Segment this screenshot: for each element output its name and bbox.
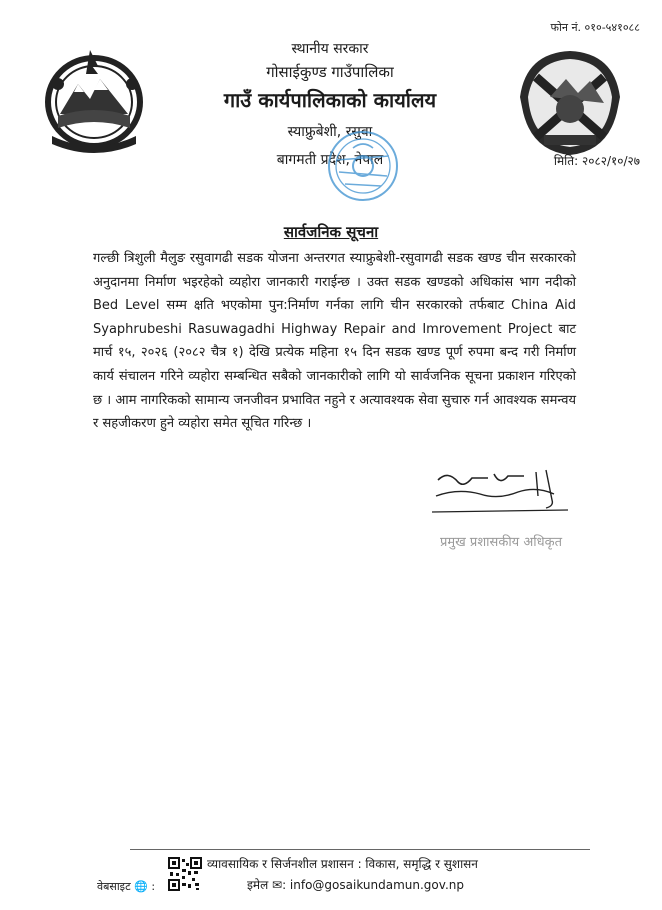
notice-body: गल्छी त्रिशुली मैलुङ रसुवागढी सडक योजना अन्तरगत स्याफ्रुबेशी-रसुवागढी सडक खण्ड चीन सरकारको अनुदानमा निर्माण भइरहेको व्यहोरा जानकारी गराईन्छ । उक्त सडक खण्डको अधिकांस भाग नदीको Bed Level सम्म क्षति भएकोमा पुन:निर्माण गर्नका लागि चीन सरकारको तर्फबाट China Aid Syaphrubeshi Rasuwagadhi Highway Repair and Imrovement Project बाट मार्च १५, २०२६ (२०८२ चैत्र १) देखि प्रत्येक महिना १५ दिन सडक खण्ड पूर्ण रुपमा बन्द गरी निर्माण कार्य संचालन गरिने व्यहोरा सम्बन्धित सबैको जानकारीको लागि यो सार्वजनिक सूचना प्रकाशन गरिएको छ । आम नागरिकको सामान्य जनजीवन प्रभावित नहुने र अत्यावश्यक सेवा सुचारु गर्न आवश्यक समन्वय र सहजीकरण हुने व्यहोरा समेत सूचित गरिन्छ । — [93, 251, 576, 432]
nepal-emblem-logo — [38, 44, 150, 154]
notice-date: मिति: २०८२/१०/२७ — [553, 154, 640, 168]
municipality-logo — [514, 47, 626, 159]
office-stamp — [317, 126, 409, 206]
footer-slogan: व्यावसायिक र सिर्जनशील प्रशासन : विकास, समृद्धि र सुशासन — [207, 857, 478, 871]
local-government-label: स्थानीय सरकार — [291, 41, 369, 57]
website-label[interactable]: वेबसाइट 🌐 : — [97, 880, 156, 893]
phone-number: फोन नं. ०१०-५४१०८८ — [550, 21, 640, 34]
email-address[interactable]: इमेल ✉: info@gosaikundamun.gov.np — [247, 878, 464, 892]
office-name: गाउँ कार्यपालिकाको कार्यालय — [223, 88, 437, 112]
office-location: स्याफ्रुबेशी, रसुवा — [287, 124, 373, 140]
municipality-name: गोसाईकुण्ड गाउँपालिका — [266, 63, 394, 81]
signatory-title: प्रमुख प्रशासकीय अधिकृत — [440, 535, 563, 550]
website-qr-code — [168, 857, 202, 891]
footer-divider — [130, 849, 590, 850]
notice-title: सार्वजनिक सूचना — [283, 223, 379, 241]
officer-signature — [428, 466, 578, 521]
province-name: बागमती प्रदेश, नेपाल — [276, 152, 384, 168]
